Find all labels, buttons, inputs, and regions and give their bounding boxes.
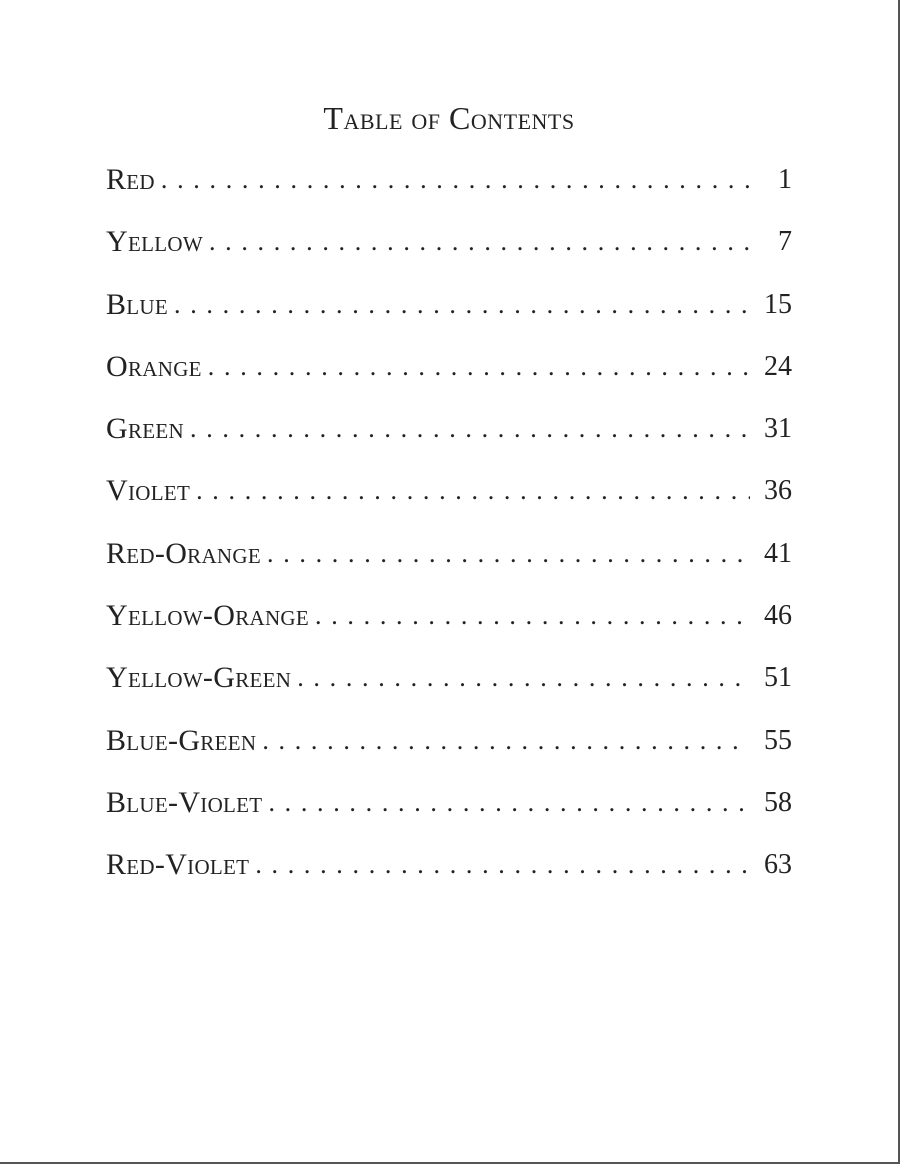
dot-leader — [190, 409, 750, 449]
dot-leader — [268, 783, 750, 823]
toc-entry-label: Green — [106, 412, 184, 446]
toc-entry-red-orange — [106, 534, 792, 596]
toc-entry-violet — [106, 471, 792, 533]
dot-leader — [196, 471, 750, 511]
toc-entry-page-number: 15 — [764, 288, 792, 320]
toc-entry-page-number: 58 — [764, 786, 792, 818]
toc-list — [106, 160, 792, 908]
toc-entry-label: Red — [106, 163, 155, 196]
toc-entry-yellow-green — [106, 658, 792, 720]
toc-entry-page-number: 63 — [764, 849, 792, 881]
toc-entry-label: Blue-Green — [106, 723, 257, 757]
toc-entry-label: Orange — [106, 349, 202, 383]
dot-leader — [208, 347, 750, 387]
toc-entry-page-number: 7 — [778, 226, 792, 258]
toc-entry-page-number: 51 — [764, 662, 792, 694]
dot-leader — [209, 222, 750, 262]
toc-entry-yellow — [106, 222, 792, 284]
toc-entry-label: Yellow-Orange — [106, 599, 310, 633]
toc-entry-page-number: 46 — [764, 600, 792, 632]
toc-entry-blue-violet — [106, 783, 792, 845]
toc-entry-label: Yellow — [106, 225, 203, 259]
toc-entry-yellow-orange — [106, 596, 792, 658]
toc-entry-page-number: 55 — [764, 724, 792, 756]
dot-leader — [262, 721, 750, 761]
dot-leader — [161, 160, 750, 200]
toc-entry-green — [106, 409, 792, 471]
toc-entry-label: Yellow-Green — [106, 661, 292, 695]
toc-entry-page-number: 31 — [764, 413, 792, 445]
dot-leader — [297, 658, 750, 698]
toc-entry-blue-green — [106, 721, 792, 783]
toc-entry-blue — [106, 285, 792, 347]
dot-leader — [315, 596, 750, 636]
toc-entry-label: Blue — [106, 287, 169, 321]
dot-leader — [255, 845, 750, 885]
dot-leader — [267, 534, 750, 574]
toc-entry-page-number: 41 — [764, 537, 792, 569]
toc-entry-page-number: 24 — [764, 350, 792, 382]
toc-entry-page-number: 1 — [778, 164, 792, 195]
toc-entry-label: Violet — [106, 474, 191, 508]
toc-entry-label: Red-Violet — [106, 848, 250, 882]
toc-entry-red — [106, 160, 792, 222]
page-title: Table of Contents — [323, 100, 575, 136]
toc-entry-red-violet — [106, 845, 792, 907]
toc-entry-label: Blue-Violet — [106, 785, 263, 819]
dot-leader — [174, 285, 750, 325]
toc-entry-orange — [106, 347, 792, 409]
toc-entry-page-number: 36 — [764, 475, 792, 507]
toc-entry-label: Red-Orange — [106, 536, 261, 570]
